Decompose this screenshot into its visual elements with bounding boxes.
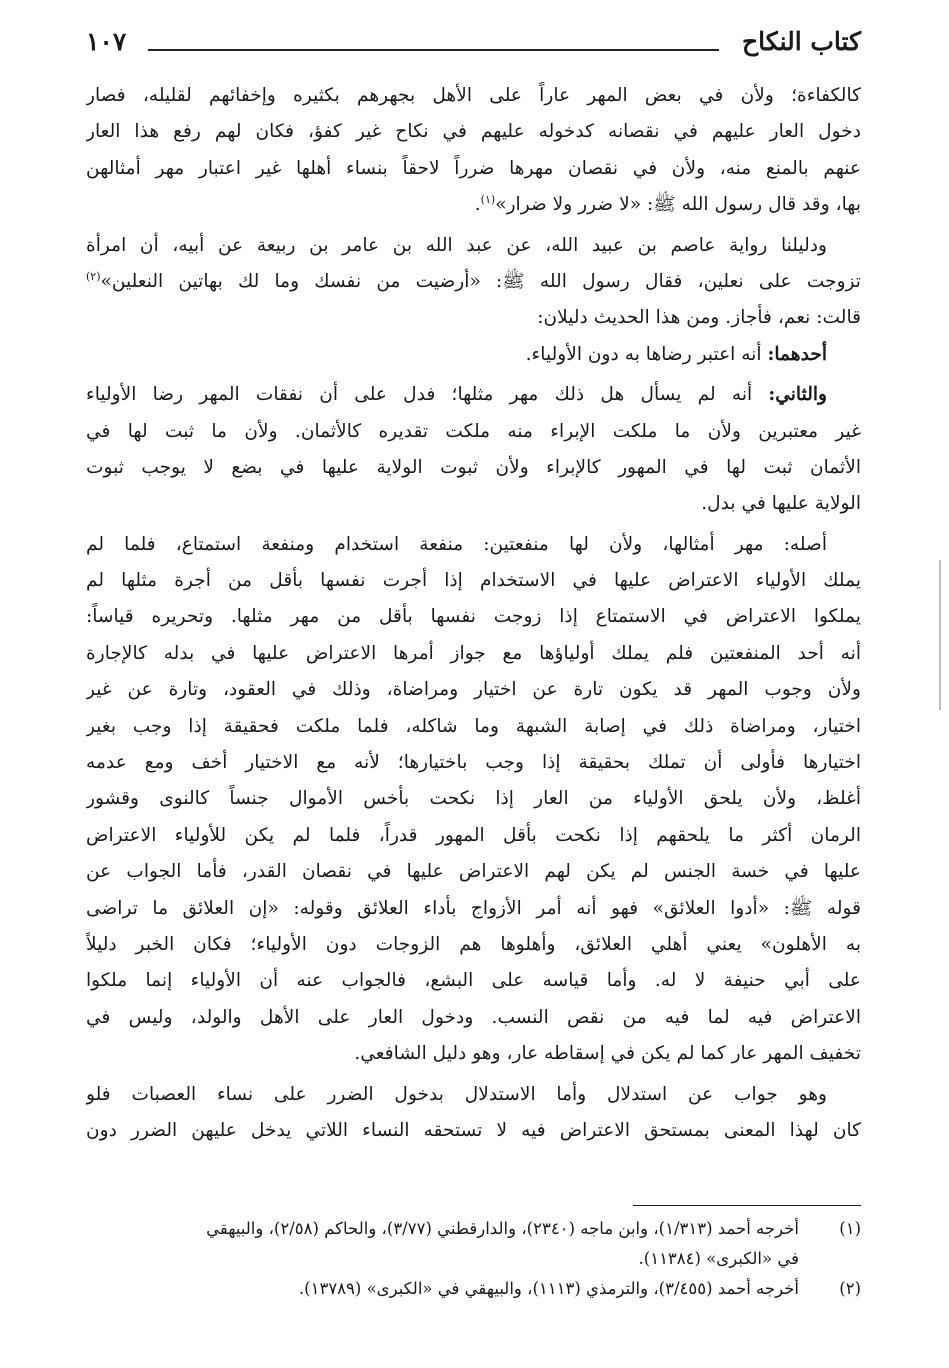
- text-line-content: أنه لم يسأل هل ذلك مهر مثلها؛ فدل على أن نفقات المهر رضا الأولياء: [86, 384, 753, 406]
- text-line-content: تزوجت على نعلين، فقال رسول الله ﷺ: «أرضيت من نفسك وما لك بهاتين النعلين»: [100, 270, 861, 292]
- running-title: كتاب النكاح: [742, 27, 861, 56]
- text-line: على أبي حنيفة لا له. وأما قياسه على البشع، فالجواب عنه أن الأولياء إنما ملكوا: [86, 970, 861, 992]
- text-line: قالت: نعم، فأجاز. ومن هذا الحديث دليلان:: [537, 307, 861, 329]
- footnote-line: أخرجه أحمد (١/٣١٣)، وابن ماجه (٢٣٤٠)، والدارقطني (٣/٧٧)، والحاكم (٢/٥٨)، والبيهقي: [206, 1219, 799, 1238]
- text-line: الرمان أكثر ما يلحقهم إذا نكحت بأقل المهور قدراً، فلما لم يكن للأولياء الاعتراض: [86, 824, 861, 846]
- page-number: ١٠٧: [86, 27, 127, 56]
- footnote-number: (١): [839, 1219, 861, 1238]
- text-line: [86, 377, 861, 413]
- text-line: اختيارها فأولى أن تملك بحقيقة إذا وجب باختيارها؛ لأنه مع الاختيار أخف ومع عدمه: [86, 752, 861, 774]
- text-line: قوله ﷺ: «أدوا العلائق» فهو أنه أمر الأزواج بأداء العلائق وقوله: «إن العلائق ما تراضى: [86, 897, 861, 919]
- text-line: يملك الأولياء الاعتراض عليها في الاستخدام إذا أجرت نفسها بأقل من أجرة مثلها لم: [86, 570, 861, 592]
- text-line: [86, 264, 861, 300]
- header-rule: [148, 49, 719, 51]
- footnote-separator: [633, 1205, 861, 1206]
- main-text: [86, 78, 861, 1149]
- footnote-line: أخرجه أحمد (٣/٤٥٥)، والترمذي (١١١٣)، والبيهقي في «الكبرى» (١٣٧٨٩).: [298, 1279, 799, 1298]
- text-line: وهو جواب عن استدلال وأما الاستدلال بدخول الضرر على نساء العصبات فلو: [86, 1083, 827, 1105]
- text-line: كالكفاءة؛ ولأن في بعض المهر عاراً على الأهل بجهرهم بكثيره وإخفائهم لقليله، فصار: [86, 85, 861, 106]
- text-line: به الأهلون» يعني أهلي العلائق، وأهلوها هم الزوجات دون الأولياء؛ فكان الخبر دليلاً: [86, 933, 861, 955]
- text-line: عنهم بالمنع منه، ولأن في نقصان مهرها ضرراً لاحقاً بنساء أهلها غير اعتبار مهر أمثالهن: [86, 157, 861, 179]
- footnote-line: في «الكبرى» (١١٣٨٤).: [638, 1249, 799, 1268]
- text-line: غير معتبرين ولأن ما ملكت الإبراء منه ملكت تقديره كالأثمان. ولأن ما ثبت لها في: [86, 420, 861, 442]
- footnote-ref-2: (٢): [86, 269, 101, 283]
- footnote-number: (٢): [839, 1279, 861, 1298]
- text-line: [86, 337, 861, 373]
- footnote-1: [86, 1214, 861, 1274]
- text-line: بها، وقد قال رسول الله ﷺ: «لا ضرر ولا ضرار»$^{(١)}$.: [474, 192, 861, 216]
- text-line: الاعتراض فيه لما فيه من نقص النسب. ودخول العار على الأهل والولد، وليس في: [86, 1006, 861, 1028]
- text-line: أغلظ، ولأن يلحق الأولياء من العار إذا نكحت بأخس الأموال جنساً كالنوى وقشور: [86, 788, 861, 810]
- text-line-content: بها، وقد قال رسول الله ﷺ: «لا ضرر ولا ضرار»: [495, 194, 861, 216]
- scan-edge-mark: [939, 560, 941, 710]
- text-line: دخول العار عليهم في نقصانه كدخوله عليهم في نكاح غير كفؤ، فكان لهم رفع هذا العار: [86, 121, 861, 143]
- text-line: ولأن وجوب المهر قد يكون تارة عن اختيار ومراضاة، وذلك في العقود، وتارة عن غير: [86, 679, 861, 701]
- page-header: [86, 22, 861, 62]
- text-line: أصله: مهر أمثالها، ولأن لها منفعتين: منفعة استخدام ومنفعة استمتاع، فلما لم: [86, 533, 827, 555]
- text-line: الولاية عليها في بدل.: [701, 493, 861, 515]
- second-point-label: والثاني:: [768, 384, 827, 406]
- first-point-label: أحدهما:: [767, 343, 827, 365]
- footnote-ref-1: (١): [480, 192, 496, 206]
- footnotes: [86, 1214, 861, 1304]
- text-line: تخفيف المهر عار كما لم يكن في إسقاطه عار، وهو دليل الشافعي.: [354, 1043, 861, 1065]
- text-line: أنه أحد المنفعتين فلم يملك أولياؤها مع جواز أمرها الاعتراض عليها في بدله كالإجارة: [86, 642, 861, 664]
- text-line: ودليلنا رواية عاصم بن عبيد الله، عن عبد الله بن عامر بن ربيعة عن أبيه، أن امرأة: [86, 234, 827, 256]
- text-line: الأثمان ثبت لها في المهور كالإبراء ولأن ثبوت الولاية عليها في بضع لا يوجب ثبوت: [86, 456, 861, 478]
- text-line-content: أنه اعتبر رضاها به دون الأولياء.: [525, 343, 762, 365]
- text-line: كان لهذا المعنى بمستحق الاعتراض فيه لا تستحقه النساء اللاتي يدخل عليهن الضرر دون: [86, 1119, 861, 1141]
- text-line: عليها في خسة الجنس لم يكن لهم الاعتراض عليها في نقصان القدر، فأما الجواب عن: [86, 861, 861, 883]
- footnote-2: [86, 1274, 861, 1304]
- text-line: يملكوا الاعتراض في الاستمتاع إذا زوجت نفسها بأقل من مهر مثلها. وتحريره قياساً:: [86, 606, 861, 628]
- text-line: اختيار، ومراضاة ذلك في إصابة الشبهة وما شاكله، فلما ملكت فحقيقة إذا وجب بغير: [86, 715, 861, 737]
